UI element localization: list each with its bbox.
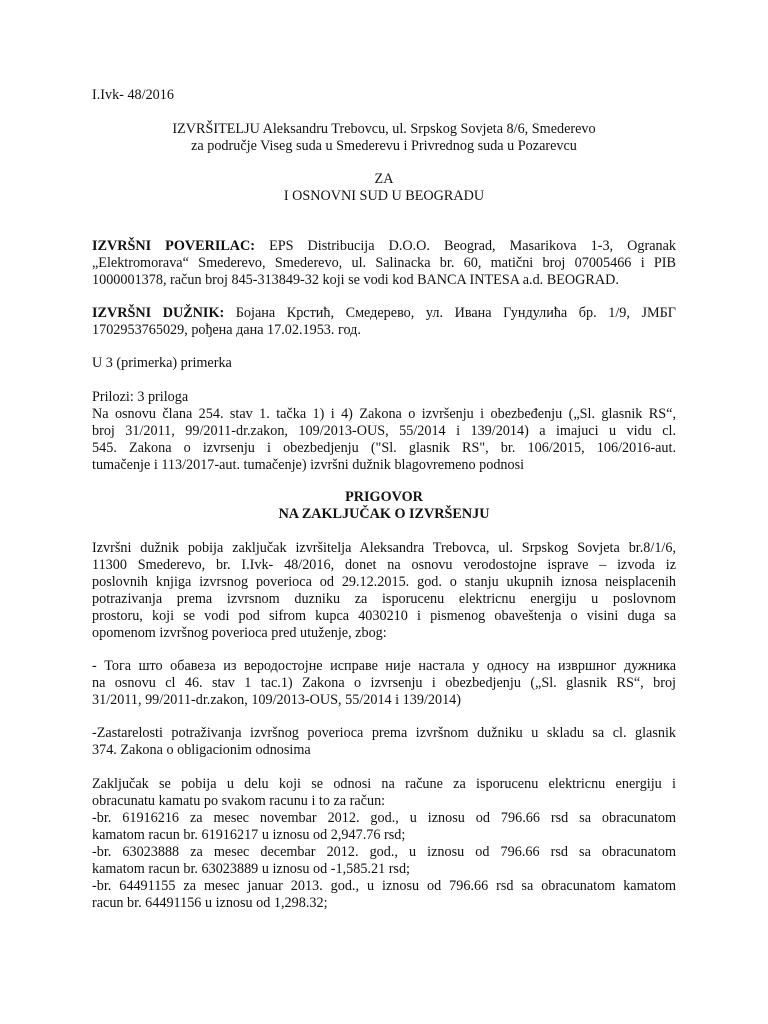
- intro-line-1: Na osnovu člana 254. stav 1. tačka 1) i 4) Zakona o izvršenju i obezbeđenju („Sl. glasnik RS“,: [92, 406, 676, 422]
- heading-subtitle: NA ZAKLJUČAK O IZVRŠENJU: [278, 506, 490, 522]
- debtor-line-2: 1702953765029, рођена дана 17.02.1953. год.: [92, 322, 361, 338]
- para1-line-3: poslovnih knjiga izvrsnog poverioca od 29.12.2015. god. o stanju ukupnih iznosa neisplacenih: [92, 574, 676, 590]
- creditor-label: IZVRŠNI POVERILAC:: [92, 238, 256, 254]
- debtor-label: IZVRŠNI DUŽNIK:: [92, 305, 225, 321]
- intro-line-2: broj 31/2011, 99/2011-dr.zakon, 109/2013-OUS, 55/2014 i 139/2014) a imajuci u vidu cl.: [92, 423, 676, 439]
- intro-line-3: 545. Zakona o izvrsenju i obezbedjenju ("Sl. glasnik RS", br. 106/2015, 106/2016-aut.: [92, 440, 676, 456]
- invoice-line-3: -br. 63023888 za mesec decembar 2012. god., u iznosu od 796.66 rsd sa obracunatom: [92, 844, 676, 860]
- case-reference: I.Ivk- 48/2016: [92, 87, 174, 103]
- para3-line-1: -Zastarelosti potraživanja izvršnog poverioca prema izvršnom dužniku u skladu sa cl. glasnik: [92, 725, 676, 741]
- recipient-line-2: za područje Viseg suda u Smederevu i Privrednog suda u Pozarevcu: [191, 138, 577, 154]
- para4-line-2: obracunatu kamatu po svakom racunu i to za račun:: [92, 793, 386, 809]
- intro-line-4: tumačenje i 113/2017-aut. tumačenje) izvršni dužnik blagovremeno podnosi: [92, 457, 525, 473]
- para1-line-4: potrazivanja prema izvrsnom duzniku za isporucenu elektricnu energiju u poslovnom: [92, 591, 676, 607]
- para3-line-2: 374. Zakona o obligacionim odnosima: [92, 742, 311, 758]
- para1-line-2: 11300 Smederevo, br. I.Ivk- 48/2016, donet na osnovu verodostojne isprave – izvoda iz: [92, 557, 676, 573]
- court-za: ZA: [374, 171, 394, 187]
- heading-title: PRIGOVOR: [345, 489, 423, 505]
- invoice-line-6: racun br. 64491156 u iznosu od 1,298.32;: [92, 895, 328, 911]
- para1-line-5: prostoru, koji se vodi pod sifrom kupca 4030210 i pismenog obaveštenja o visini duga sa: [92, 608, 676, 624]
- creditor-line-1: IZVRŠNI POVERILAC: EPS Distribucija D.O.O. Beograd, Masarikova 1-3, Ogranak: [92, 238, 676, 254]
- debtor-line-1: IZVRŠNI DUŽNIK: Бојана Крстић, Смедерево, ул. Ивана Гундулића бр. 1/9, ЈМБГ: [92, 305, 676, 321]
- para2-line-2: na osnovu cl 46. stav 1 tac.1) Zakona o izvrsenju i obezbedjenju („Sl. glasnik RS“, broj: [92, 675, 676, 691]
- para2-line-1: - Тога што обавеза из веродостојне исправе није настала у односу на извршног дужника: [92, 658, 676, 674]
- para4-line-1: Zaključak se pobija u delu koji se odnosi na račune za isporucenu elektricnu energiju i: [92, 776, 676, 792]
- copies-note: U 3 (primerka) primerka: [92, 355, 232, 371]
- para1-line-6: opomenom izvršnog poverioca pred utuženje, zbog:: [92, 625, 387, 641]
- invoice-line-1: -br. 61916216 za mesec novembar 2012. god., u iznosu od 796.66 rsd sa obracunatom: [92, 810, 676, 826]
- invoice-line-5: -br. 64491155 za mesec januar 2013. god., u iznosu od 796.66 rsd sa obracunatom kamatom: [92, 878, 676, 894]
- attachments-note: Prilozi: 3 priloga: [92, 389, 189, 405]
- court-name: I OSNOVNI SUD U BEOGRADU: [283, 188, 485, 204]
- invoice-line-2: kamatom racun br. 61916217 u iznosu od 2,947.76 rsd;: [92, 827, 406, 843]
- invoice-line-4: kamatom racun br. 63023889 u iznosu od -1,585.21 rsd;: [92, 861, 410, 877]
- para2-line-3: 31/2011, 99/2011-dr.zakon, 109/2013-OUS, 55/2014 i 139/2014): [92, 692, 461, 708]
- creditor-line-2: „Elektromorava“ Smederevo, Smederevo, ul. Salinacka br. 60, matični broj 07005466 i PIB: [92, 255, 676, 271]
- creditor-line-3: 1000001378, račun broj 845-313849-32 koji se vodi kod BANCA INTESA a.d. BEOGRAD.: [92, 272, 619, 288]
- para1-line-1: Izvršni dužnik pobija zaključak izvršitelja Aleksandra Trebovca, ul. Srpskog Sovjeta br.8/1/6,: [92, 540, 676, 556]
- recipient-line-1: IZVRŠITELJU Aleksandru Trebovcu, ul. Srpskog Sovjeta 8/6, Smederevo: [172, 121, 596, 137]
